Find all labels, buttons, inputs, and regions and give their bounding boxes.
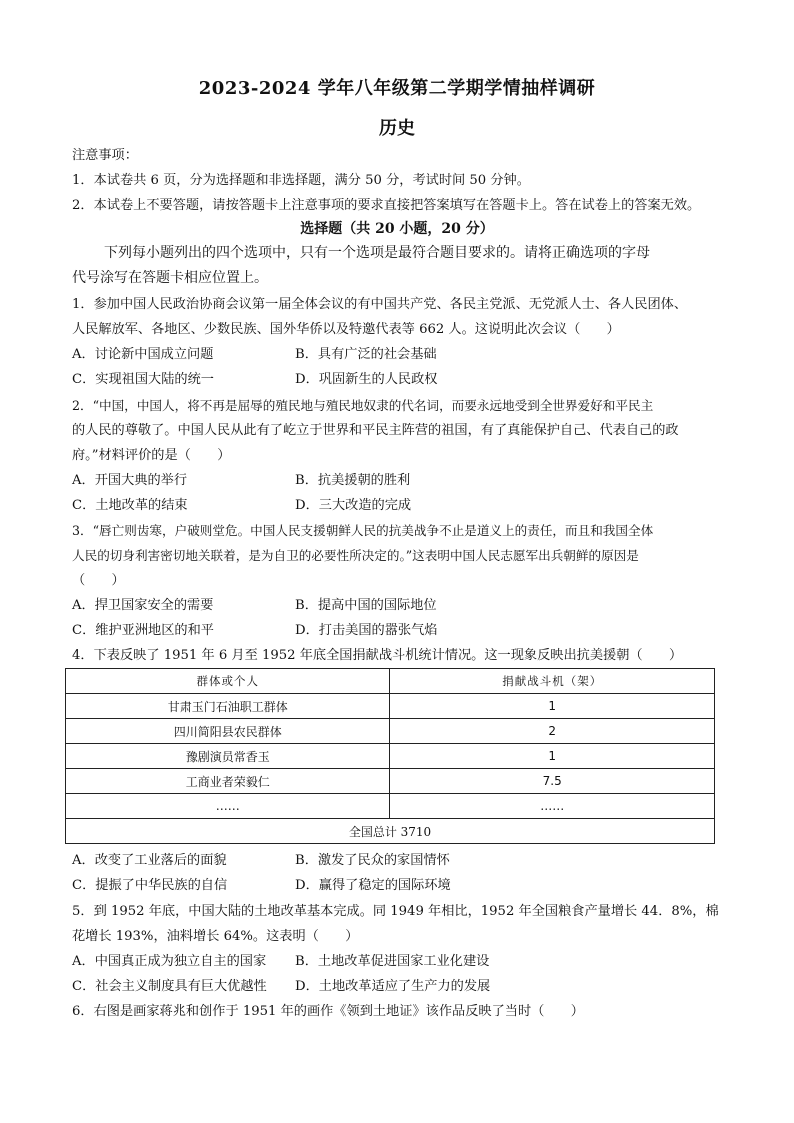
table-row — [66, 694, 715, 719]
question-1-text: 人民解放军、各地区、少数民族、国外华侨以及特邀代表等 662 人。这说明此次会议（ ） — [72, 322, 620, 337]
table-row — [66, 769, 715, 794]
question-2-option-c: C．土地改革的结束 — [72, 498, 188, 513]
question-3-text: 人民的切身利害密切地关联着，是为自卫的必要性所决定的。”这表明中国人民志愿军出兵朝鲜的原因是 — [72, 548, 639, 563]
question-4-option-b: B．激发了民众的家国情怀 — [295, 853, 450, 868]
table-cell-group: 四川简阳县农民群体 — [66, 719, 390, 744]
note-item: 2．本试卷上不要答题，请按答题卡上注意事项的要求直接把答案填写在答题卡上。答在试卷上的答案无效。 — [72, 198, 701, 213]
table-cell-group: 豫剧演员常香玉 — [66, 744, 390, 769]
table-total-row — [66, 819, 715, 844]
notes-heading: 注意事项： — [72, 148, 138, 163]
section-title: 选择题（共 20 小题，20 分） — [300, 221, 494, 237]
note-item: 1．本试卷共 6 页，分为选择题和非选择题，满分 50 分，考试时间 50 分钟。 — [72, 173, 530, 188]
question-3-text: 3．“唇亡则齿寒，户破则堂危。中国人民支援朝鲜人民的抗美战争不止是道义上的责任，而且和我国全体 — [72, 523, 654, 538]
table-cell-planes: 1 — [390, 744, 715, 769]
table-row — [66, 744, 715, 769]
question-5-option-b: B．土地改革促进国家工业化建设 — [295, 954, 490, 969]
question-1-option-a: A．讨论新中国成立问题 — [72, 347, 214, 362]
question-1-option-b: B．具有广泛的社会基础 — [295, 347, 437, 362]
question-5-option-a: A．中国真正成为独立自主的国家 — [72, 954, 267, 969]
question-5-text: 花增长 193%，油料增长 64%。这表明（ ） — [72, 929, 359, 944]
question-2-option-a: A．开国大典的举行 — [72, 473, 188, 488]
table-header-planes: 捐献战斗机（架） — [390, 669, 715, 694]
question-4-option-d: D．赢得了稳定的国际环境 — [295, 878, 451, 893]
question-4-option-c: C．提振了中华民族的自信 — [72, 878, 228, 893]
question-6-text: 6．右图是画家蒋兆和创作于 1951 年的画作《领到土地证》该作品反映了当时（ ） — [72, 1004, 584, 1019]
question-3-option-b: B．提高中国的国际地位 — [295, 598, 437, 613]
table-row — [66, 794, 715, 819]
donation-table — [65, 668, 715, 844]
question-5-option-c: C．社会主义制度具有巨大优越性 — [72, 979, 267, 994]
question-2-option-d: D．三大改造的完成 — [295, 498, 412, 513]
question-5-option-d: D．土地改革适应了生产力的发展 — [295, 979, 491, 994]
table-row — [66, 719, 715, 744]
exam-subject: 历史 — [379, 118, 415, 139]
exam-title: 2023-2024 学年八年级第二学期学情抽样调研 — [198, 78, 596, 99]
table-cell-planes: 2 — [390, 719, 715, 744]
table-cell-group: 工商业者荣毅仁 — [66, 769, 390, 794]
section-instruction: 代号涂写在答题卡相应位置上。 — [72, 270, 268, 286]
table-cell-planes: 1 — [390, 694, 715, 719]
section-instruction: 下列每小题列出的四个选项中，只有一个选项是最符合题目要求的。请将正确选项的字母 — [104, 245, 650, 261]
question-3-option-d: D．打击美国的嚣张气焰 — [295, 623, 438, 638]
table-total: 全国总计 3710 — [66, 819, 715, 844]
question-1-option-c: C．实现祖国大陆的统一 — [72, 372, 214, 387]
question-2-text: 的人民的尊敬了。中国人民从此有了屹立于世界和平民主阵营的祖国，有了真能保护自己、代表自己的政 — [72, 423, 679, 438]
question-3-option-c: C．维护亚洲地区的和平 — [72, 623, 214, 638]
table-cell-group: 甘肃玉门石油职工群体 — [66, 694, 390, 719]
question-2-option-b: B．抗美援朝的胜利 — [295, 473, 411, 488]
question-2-text: 2．“中国，中国人，将不再是屈辱的殖民地与殖民地奴隶的代名词，而要永远地受到全世界爱好和平民主 — [72, 398, 654, 413]
table-cell-group: …… — [66, 794, 390, 819]
table-cell-planes: 7.5 — [390, 769, 715, 794]
question-5-text: 5．到 1952 年底，中国大陆的土地改革基本完成。同 1949 年相比，1952 年全国粮食产量增长 44．8%，棉 — [72, 904, 719, 919]
table-header-group: 群体或个人 — [66, 669, 390, 694]
question-4-text: 4．下表反映了 1951 年 6 月至 1952 年底全国捐献战斗机统计情况。这一现象反映出抗美援朝（ ） — [72, 648, 683, 663]
table-header-row — [66, 669, 715, 694]
question-2-text: 府。”材料评价的是（ ） — [72, 448, 231, 463]
table-cell-planes: …… — [390, 794, 715, 819]
question-1-text: 1．参加中国人民政治协商会议第一届全体会议的有中国共产党、各民主党派、无党派人士、各人民团体、 — [72, 297, 688, 312]
question-3-option-a: A．捍卫国家安全的需要 — [72, 598, 214, 613]
question-3-text: （ ） — [72, 573, 125, 588]
question-4-option-a: A．改变了工业落后的面貌 — [72, 853, 227, 868]
question-1-option-d: D．巩固新生的人民政权 — [295, 372, 438, 387]
